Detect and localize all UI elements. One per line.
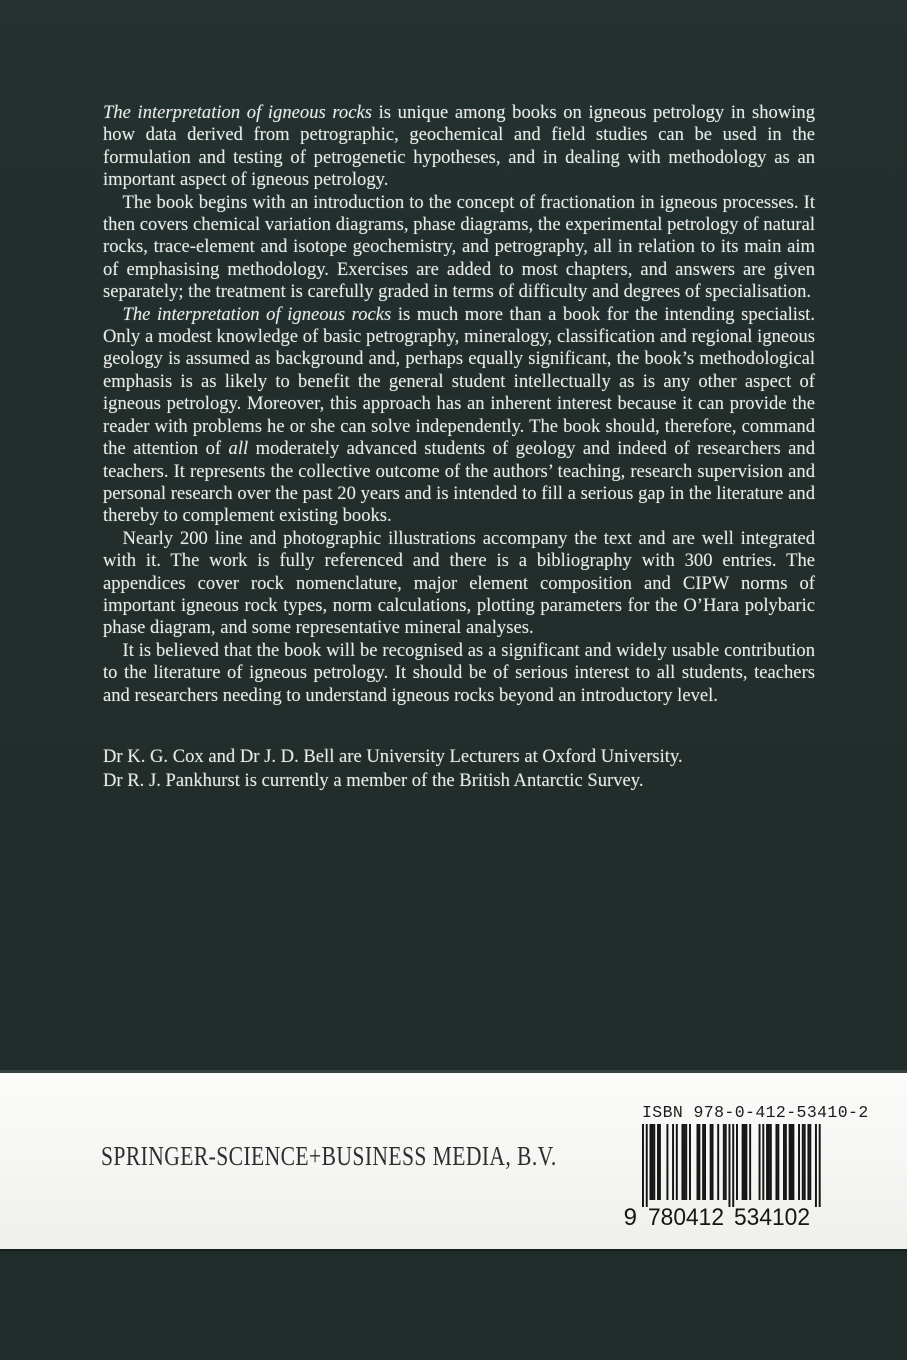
- author-line: Dr R. J. Pankhurst is currently a member of the British Antarctic Survey.: [103, 769, 644, 791]
- book-title-italic: The interpretation of igneous rocks: [122, 303, 392, 325]
- blurb-segment: is unique among books on igneous petrology in showing how data derived from petrographic, geochemical and field studies can be used in the formulation and testing of petrogenetic hypotheses, and in dealing with methodology as an important aspect of igneous petrology.: [103, 102, 815, 191]
- blurb-paragraph: [103, 304, 815, 528]
- publisher-band: [0, 1070, 907, 1251]
- blurb-segment: is much more than a book for the intending specialist. Only a modest knowledge of basic petrography, mineralogy, classification and regional igneous geology is assumed as background and, perhaps equally significant, the book’s methodological emphasis is as likely to benefit the general student intellectually as is any other aspect of igneous petrology. Moreover, this approach has an inherent interest because it can provide the reader with problems he or she can solve independently. The book should, therefore, command the attention of: [103, 303, 815, 460]
- blurb-paragraph: [103, 102, 815, 192]
- blurb-segment: moderately advanced students of geology and indeed of researchers and teachers. It represents the collective outcome of the authors’ teaching, research supervision and personal research over the past 20 years and is intended to fill a serious gap in the literature and thereby to complement existing books.: [103, 438, 815, 527]
- isbn-barcode-block: [618, 1103, 878, 1230]
- isbn-number: ISBN 978-0-412-53410-2: [642, 1103, 869, 1122]
- publisher-name: SPRINGER-SCIENCE+BUSINESS MEDIA, B.V.: [101, 1141, 557, 1171]
- blurb-paragraph: [103, 528, 815, 640]
- blurb-emphasis: all: [228, 438, 249, 460]
- barcode-digit-left: 9: [623, 1204, 637, 1230]
- blurb-segment: It is believed that the book will be recognised as a significant and widely usable contribution to the literature of igneous petrology. It should be of serious interest to all students, teachers and researchers needing to understand igneous rocks beyond an introductory level.: [103, 639, 815, 706]
- book-title-italic: The interpretation of igneous rocks: [103, 102, 372, 123]
- blurb-paragraph: [103, 640, 815, 707]
- ean13-barcode-svg: [618, 1124, 868, 1230]
- barcode-digit-group2: 534102: [734, 1204, 810, 1230]
- blurb-segment: Nearly 200 line and photographic illustrations accompany the text and are well integrated with it. The work is fully referenced and there is a bibliography with 300 entries. The appendices cover rock nomenclature, major element composition and CIPW norms of important igneous rock types, norm calculations, plotting parameters for the O’Hara polybaric phase diagram, and some representative mineral analyses.: [103, 527, 815, 639]
- blurb-paragraph: [103, 192, 815, 304]
- author-line: Dr K. G. Cox and Dr J. D. Bell are University Lecturers at Oxford University.: [103, 745, 683, 767]
- blurb-segment: The book begins with an introduction to the concept of fractionation in igneous processes. It then covers chemical variation diagrams, phase diagrams, the experimental petrology of natural rocks, trace-element and isotope geochemistry, and petrography, all in relation to its main aim of emphasising methodology. Exercises are added to most chapters, and answers are given separately; the treatment is carefully graded in terms of difficulty and degrees of specialisation.: [103, 191, 815, 303]
- blurb-text: [103, 102, 815, 793]
- barcode-digit-group1: 780412: [648, 1204, 724, 1230]
- author-credentials: [103, 745, 815, 793]
